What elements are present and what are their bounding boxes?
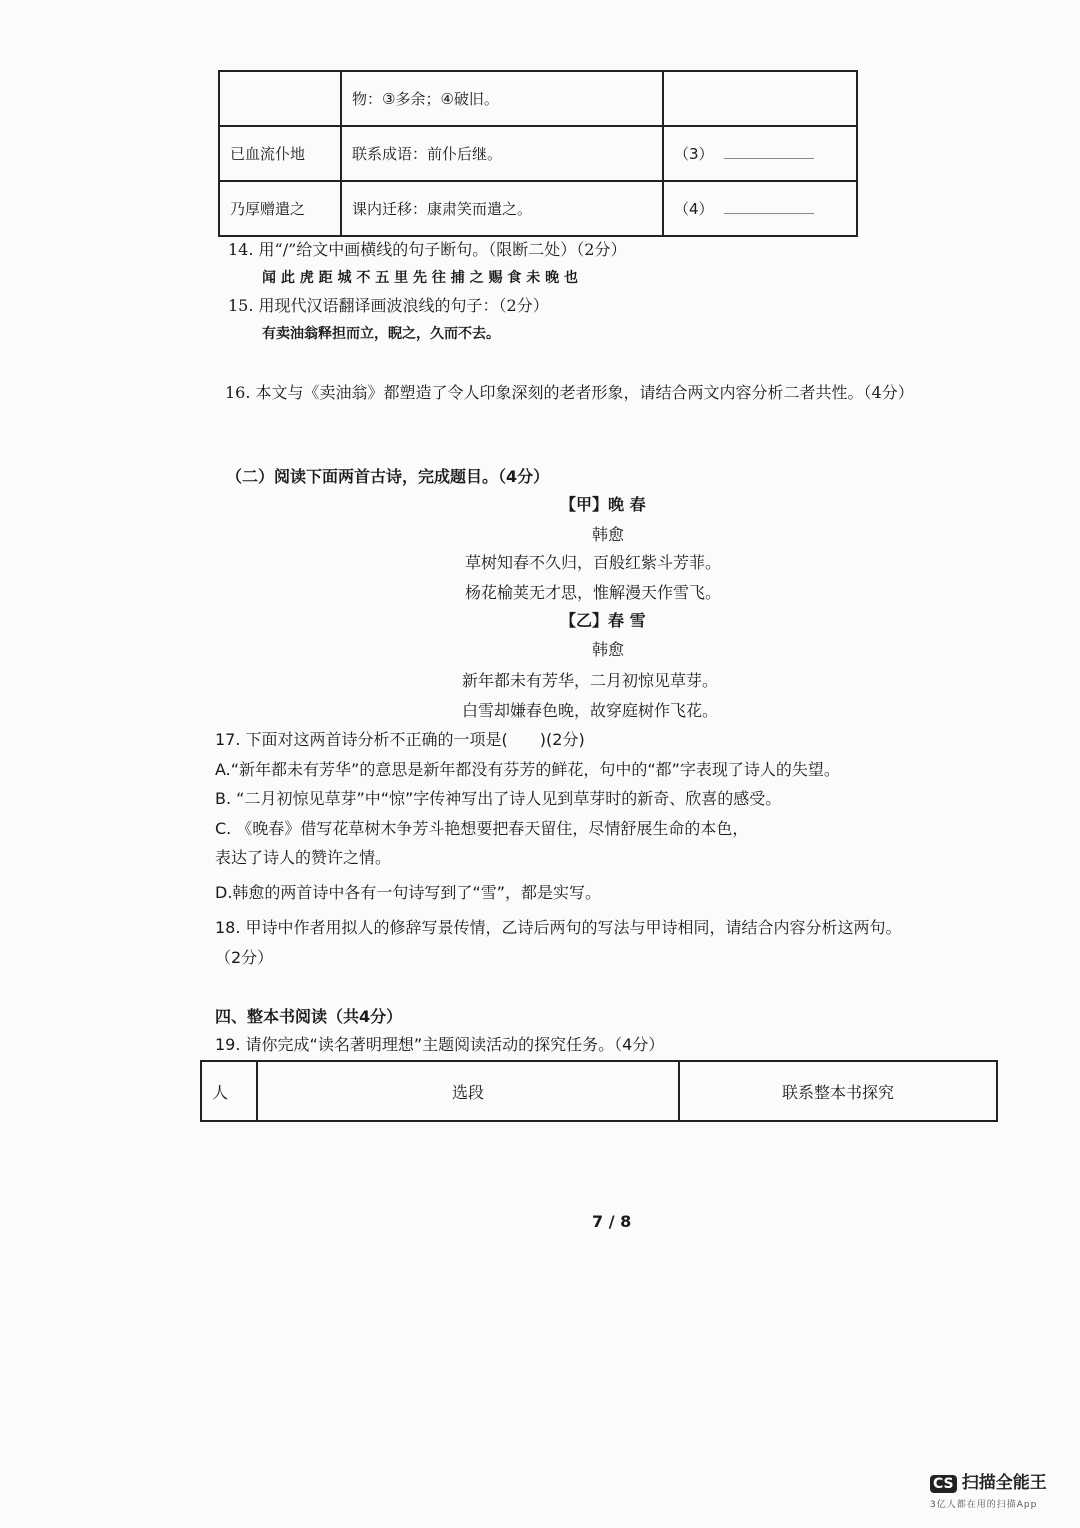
header-cell: 选段 [257,1061,679,1121]
answer-blank[interactable] [724,158,814,159]
table-row [219,126,857,181]
q15-prompt: 15. 用现代汉语翻译画波浪线的句子：（2分） [228,296,549,315]
q17-option-b: B. “二月初惊见草芽”中“惊”字传神写出了诗人见到草芽时的新奇、欣喜的感受。 [215,789,782,808]
cs-logo: CS [930,1475,957,1493]
cell-label: （4） [674,200,714,218]
reading-table [200,1060,998,1122]
brand-name: 扫描全能王 [961,1473,1047,1493]
q18-score: （2分） [215,948,274,967]
answer-cell-3[interactable] [663,126,857,181]
section2-heading: （二）阅读下面两首古诗，完成题目。（4分） [226,467,550,486]
q17-option-a: A.“新年都未有芳华”的意思是新年都没有芬芳的鲜花，句中的“都”字表现了诗人的失望。 [215,760,840,779]
cell: 已血流仆地 [219,126,341,181]
cell: 课内迁移：康肃笑而遣之。 [341,181,663,236]
cell [219,71,341,126]
q14-prompt: 14. 用“/”给文中画横线的句子断句。（限断二处）（2分） [228,240,627,259]
poem1-title: 【甲】晚 春 [560,495,646,514]
q19-prompt: 19. 请你完成“读名著明理想”主题阅读活动的探究任务。（4分） [215,1035,665,1054]
header-cell: 人 [201,1061,257,1121]
table-header-row [201,1061,997,1121]
section4-heading: 四、整本书阅读（共4分） [215,1007,403,1026]
q17-option-c: C. 《晚春》借写花草树木争芳斗艳想要把春天留住，尽情舒展生命的本色， [215,819,749,838]
poem2-author: 韩愈 [592,640,625,659]
poem-line: 杨花榆荚无才思，惟解漫天作雪飞。 [465,583,722,602]
answer-blank[interactable] [724,213,814,214]
cell: 物：③多余；④破旧。 [341,71,663,126]
poem2-title: 【乙】春 雪 [560,611,646,630]
q16-prompt: 16. 本文与《卖油翁》都塑造了令人印象深刻的老者形象，请结合两文内容分析二者共性。（4分） [225,383,914,402]
poem-line: 草树知春不久归，百般红紫斗芳菲。 [465,553,722,572]
poem-line: 新年都未有芳华，二月初惊见草芽。 [462,671,719,690]
tagline: 3亿人都在用的扫描App [930,1500,1038,1510]
q15-text: 有卖油翁释担而立，睨之，久而不去。 [262,326,500,342]
cell: 乃厚赠遣之 [219,181,341,236]
poem1-author: 韩愈 [592,525,625,544]
vocab-table [218,70,858,237]
cell-label: （3） [674,145,714,163]
table-row [219,71,857,126]
q17-prompt: 17. 下面对这两首诗分析不正确的一项是( )(2分) [215,730,585,749]
q14-text: 闻 此 虎 距 城 不 五 里 先 往 捕 之 赐 食 未 晚 也 [262,270,578,286]
cell [663,71,857,126]
q17-option-d: D.韩愈的两首诗中各有一句诗写到了“雪”，都是实写。 [215,883,601,902]
page-number: 7 / 8 [592,1212,632,1231]
q18-prompt: 18. 甲诗中作者用拟人的修辞写景传情，乙诗后两句的写法与甲诗相同，请结合内容分析这两句。 [215,918,902,937]
scanner-watermark [930,1468,1047,1510]
cell: 联系成语：前仆后继。 [341,126,663,181]
table-row [219,181,857,236]
answer-cell-4[interactable] [663,181,857,236]
header-cell: 联系整本书探究 [679,1061,997,1121]
poem-line: 白雪却嫌春色晚，故穿庭树作飞花。 [462,701,719,720]
q17-option-c-cont: 表达了诗人的赞许之情。 [215,848,392,867]
